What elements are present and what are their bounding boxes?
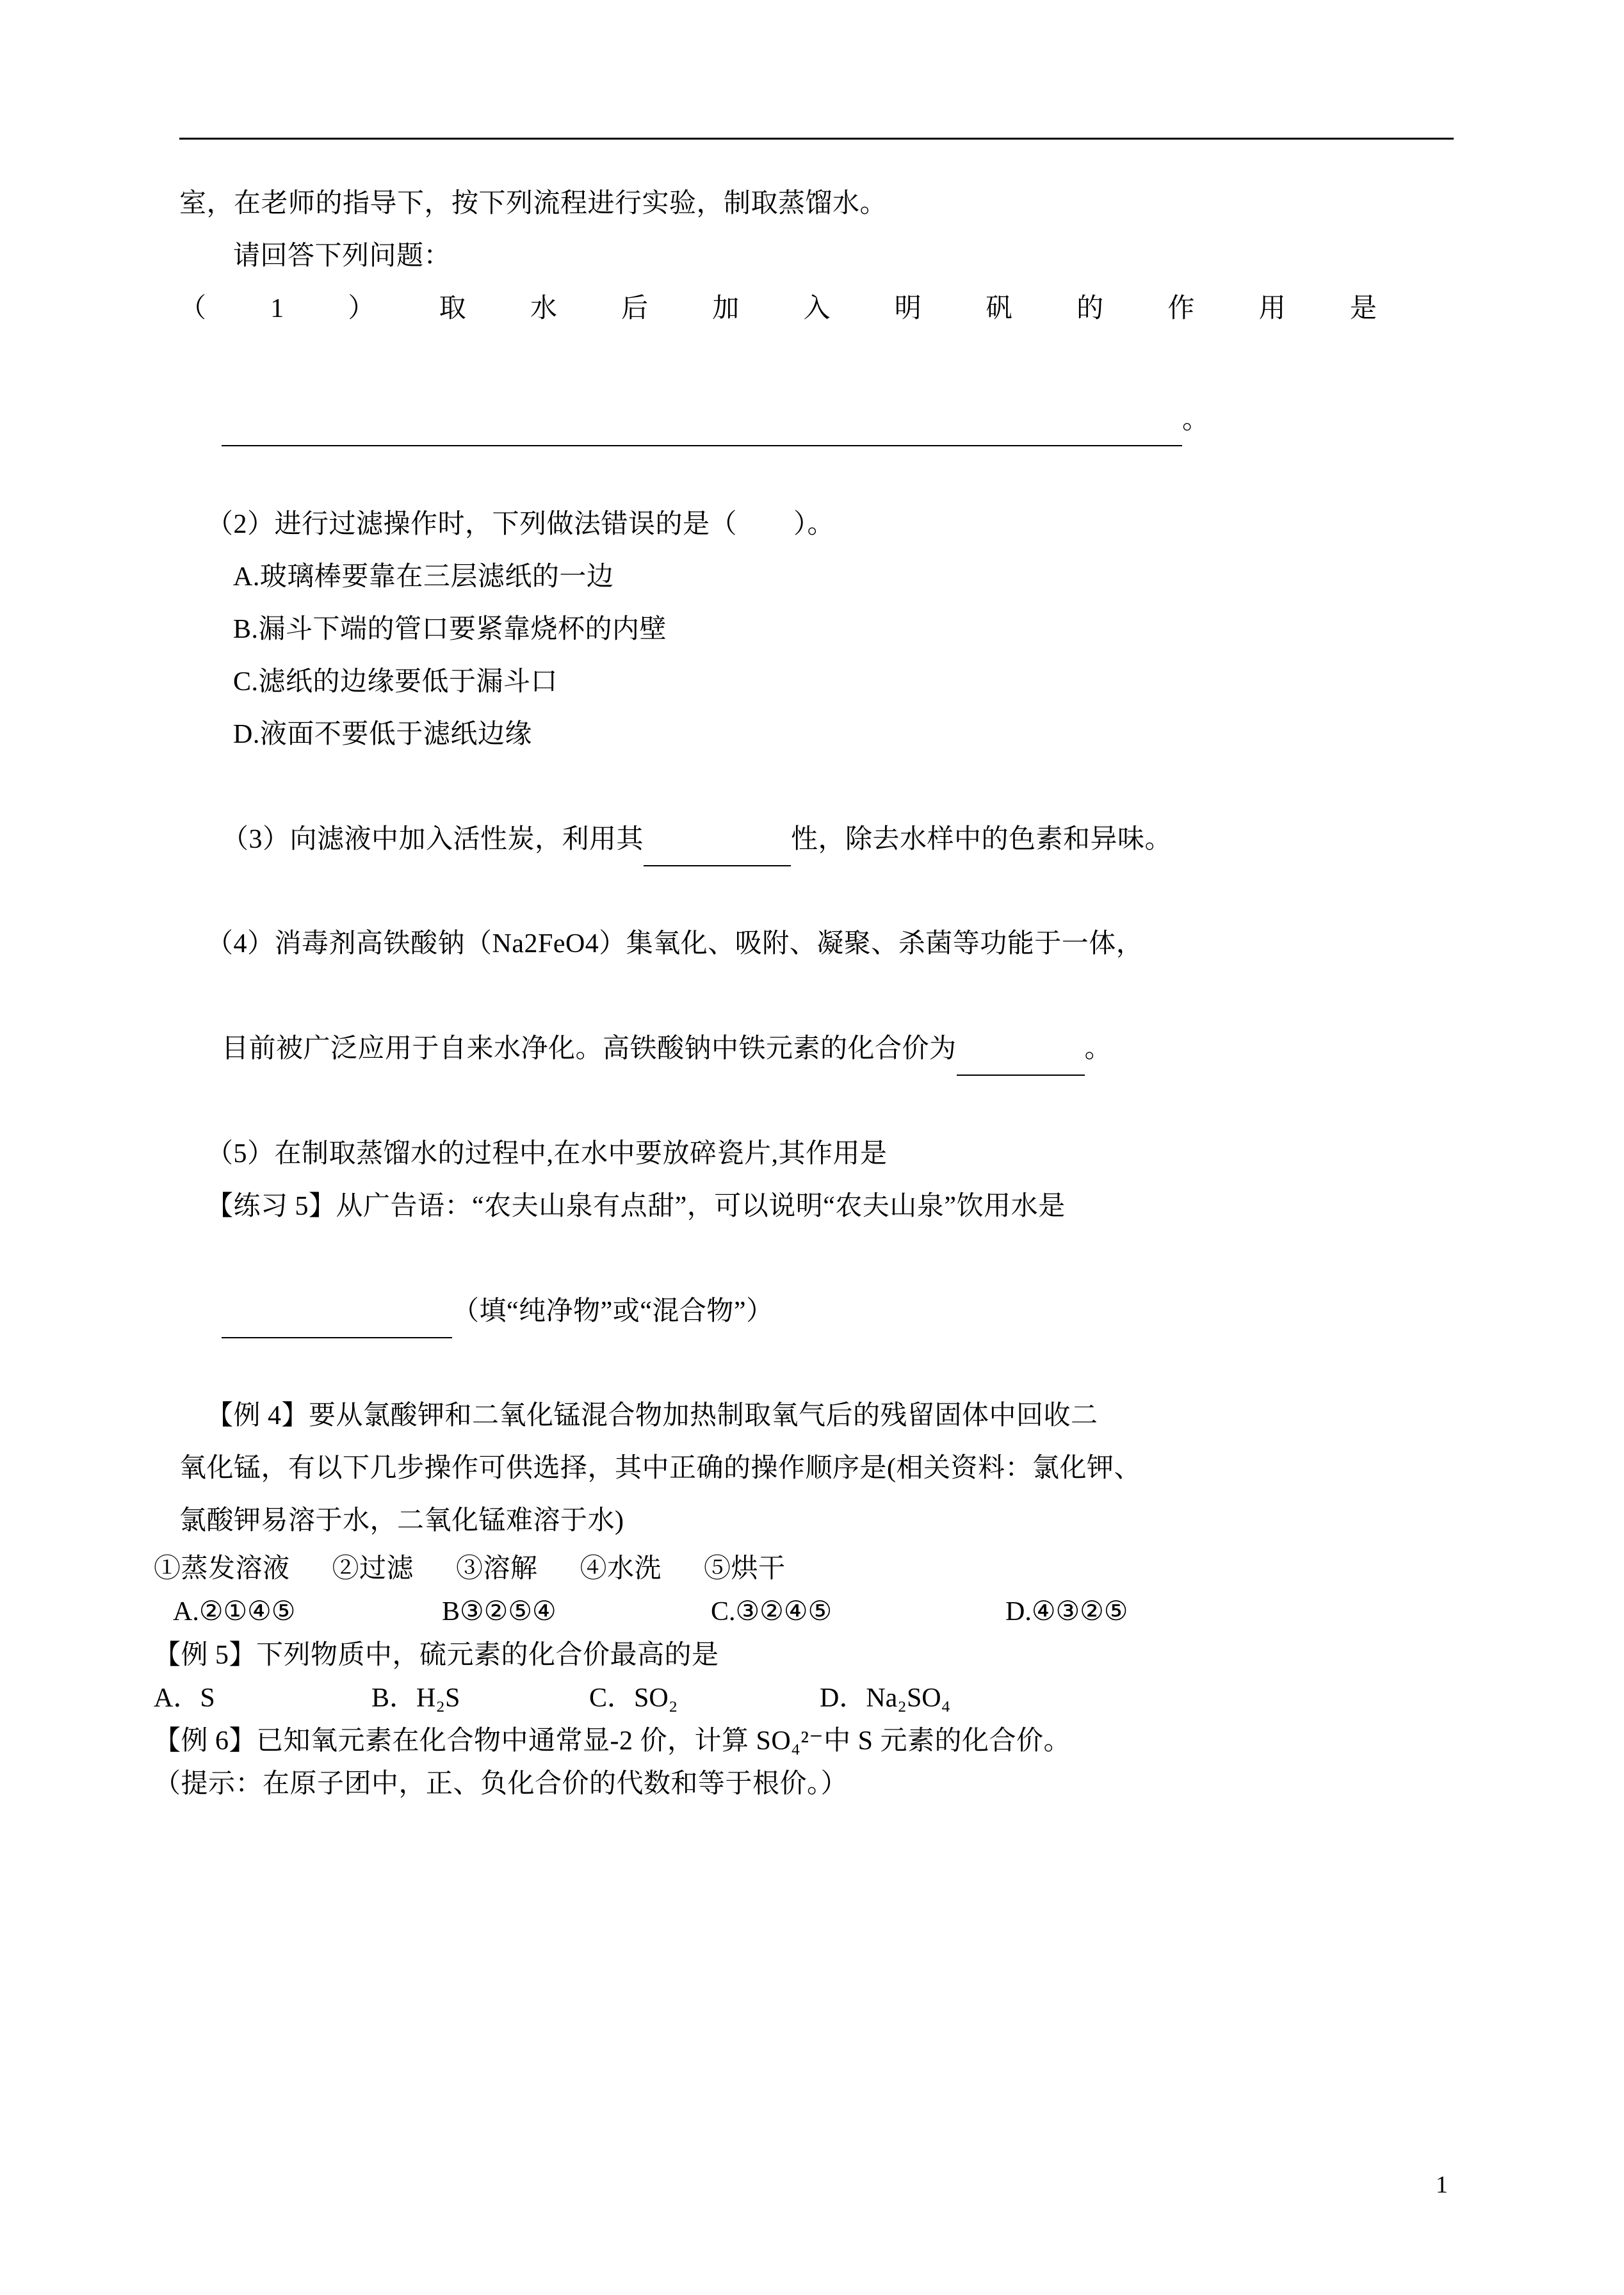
- example-6-line-1: 【例 6】已知氧元素在化合物中通常显-2 价，计算 SO₄²⁻中 S 元素的化合价。: [154, 1726, 1071, 1756]
- document-body: [154, 138, 1454, 1806]
- q1-char-5: 后: [621, 293, 649, 323]
- question-4-text-pre: 目前被广泛应用于自来水净化。高铁酸钠中铁元素的化合价为: [222, 1034, 957, 1064]
- q1-char-8: 明: [894, 293, 922, 323]
- question-2-option-a: A.玻璃棒要靠在三层滤纸的一边: [233, 562, 614, 592]
- q1-char-13: 是: [1349, 293, 1377, 323]
- paragraph-prompt: 请回答下列问题：: [233, 241, 451, 271]
- q1-period: 。: [1182, 405, 1210, 435]
- question-3-text-pre: （3）向滤液中加入活性炭，利用其: [222, 824, 644, 854]
- question-3-text-post: 性，除去水样中的色素和异味。: [791, 824, 1173, 854]
- example-4-line-3: 氯酸钾易溶于水，二氧化锰难溶于水): [179, 1506, 624, 1536]
- example-4-option-d: D.④③②⑤: [1005, 1597, 1128, 1627]
- example-5-options: [154, 1677, 1454, 1720]
- exercise-5-text-post: （填“纯净物”或“混合物”）: [452, 1296, 774, 1326]
- example-4-options: [173, 1591, 1454, 1634]
- question-4-line-1: （4）消毒剂高铁酸钠（Na2FeO4）集氧化、吸附、凝聚、杀菌等功能于一体，: [206, 929, 1144, 959]
- question-2-stem: （2）进行过滤操作时，下列做法错误的是（ ）。: [206, 510, 835, 540]
- q1-char-10: 的: [1076, 293, 1104, 323]
- example-4-line-1: 【例 4】要从氯酸钾和二氧化锰混合物加热制取氧气后的残留固体中回收二: [206, 1401, 1098, 1431]
- question-4-line-2: [179, 971, 1454, 1128]
- example-5-stem: 【例 5】下列物质中，硫元素的化合价最高的是: [154, 1640, 719, 1670]
- q1-char-11: 作: [1167, 293, 1195, 323]
- example-4-option-a: A.②①④⑤: [173, 1597, 296, 1627]
- page-number: 1: [1436, 2171, 1448, 2198]
- example-4-option-b: B③②⑤④: [442, 1597, 556, 1627]
- q1-char-3: 取: [439, 293, 466, 323]
- example-5-option-d: D．Na₂SO₄: [820, 1683, 951, 1713]
- example-4-steps: ①蒸发溶液 ②过滤 ③溶解 ④水洗 ⑤烘干: [154, 1554, 786, 1584]
- paragraph-intro-tail: 室，在老师的指导下，按下列流程进行实验，制取蒸馏水。: [179, 189, 888, 218]
- q1-char-7: 入: [803, 293, 831, 323]
- question-2-option-b: B.漏斗下端的管口要紧靠烧杯的内壁: [233, 615, 667, 645]
- question-2-option-c: C.滤纸的边缘要低于漏斗口: [233, 667, 558, 697]
- answer-blank-exercise-5[interactable]: [222, 1315, 452, 1338]
- example-6-line-2: （提示：在原子团中，正、负化合价的代数和等于根价。）: [154, 1769, 849, 1799]
- question-3-stem: [179, 761, 1454, 919]
- example-5-option-b: B．H₂S: [371, 1683, 460, 1713]
- q1-char-9: 矾: [985, 293, 1012, 323]
- q1-char-1: 1: [270, 293, 284, 323]
- answer-blank-q3[interactable]: [644, 843, 791, 866]
- question-1-answer-line: [179, 342, 1454, 499]
- q1-char-0: （: [179, 293, 207, 323]
- exercise-5-line-2: [179, 1233, 1454, 1391]
- question-2-option-d: D.液面不要低于滤纸边缘: [233, 719, 532, 749]
- q1-char-2: ）: [348, 293, 375, 323]
- q1-char-6: 加: [712, 293, 740, 323]
- example-5-option-a: A．S: [154, 1683, 215, 1713]
- answer-blank-q1[interactable]: [222, 421, 1182, 446]
- question-1-stem: [179, 283, 1454, 336]
- exercise-5-line-1: 【练习 5】从广告语：“农夫山泉有点甜”，可以说明“农夫山泉”饮用水是: [206, 1191, 1066, 1221]
- header-rule: [179, 138, 1454, 140]
- question-5-stem: （5）在制取蒸馏水的过程中,在水中要放碎瓷片,其作用是: [206, 1139, 888, 1169]
- answer-blank-q4[interactable]: [957, 1053, 1085, 1076]
- example-4-option-c: C.③②④⑤: [711, 1597, 832, 1627]
- example-4-line-2: 氧化锰，有以下几步操作可供选择，其中正确的操作顺序是(相关资料：氯化钾、: [179, 1454, 1141, 1484]
- example-5-option-c: C．SO₂: [589, 1683, 678, 1713]
- q1-char-12: 用: [1258, 293, 1286, 323]
- question-4-text-post: 。: [1084, 1034, 1112, 1064]
- q1-char-4: 水: [530, 293, 557, 323]
